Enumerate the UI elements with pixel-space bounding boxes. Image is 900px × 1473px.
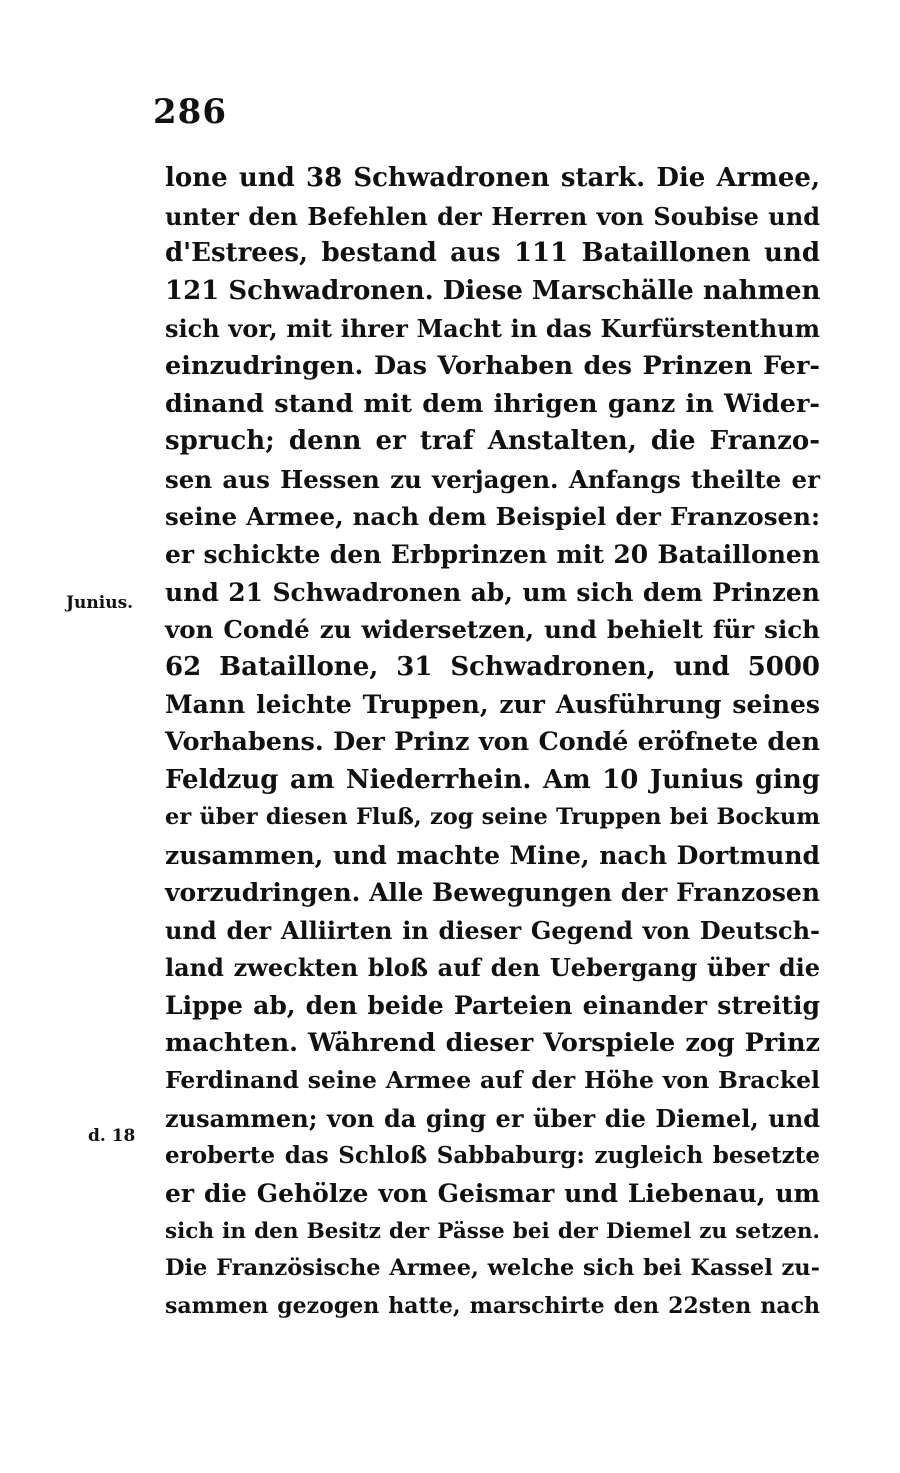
text-line: dinand stand mit dem ihrigen ganz in Wider- xyxy=(165,388,820,419)
text-line: vorzudringen. Alle Bewegungen der Franzosen xyxy=(165,878,820,908)
text-line: sen aus Hessen zu verjagen. Anfangs theilte er xyxy=(165,464,820,494)
text-line: Ferdinand seine Armee auf der Höhe von Brackel xyxy=(165,1066,820,1095)
text-line: und der Alliirten in dieser Gegend von Deutsch- xyxy=(165,915,820,945)
page-number: 286 xyxy=(153,92,227,132)
text-line: seine Armee, nach dem Beispiel der Franzosen: xyxy=(165,502,820,532)
text-line: sich in den Besitz der Pässe bei der Diemel zu setzen. xyxy=(165,1218,820,1244)
text-line: er schickte den Erbprinzen mit 20 Bataillonen xyxy=(165,539,820,569)
text-line: er die Gehölze von Geismar und Liebenau, um xyxy=(165,1179,820,1209)
text-line: lone und 38 Schwadronen stark. Die Armee, xyxy=(165,163,820,193)
text-line: Die Französische Armee, welche sich bei Kassel zu- xyxy=(165,1255,820,1282)
body-text xyxy=(165,160,820,1325)
text-line: sammen gezogen hatte, marschirte den 22sten nach xyxy=(165,1292,820,1319)
text-line: 121 Schwadronen. Diese Marschälle nahmen xyxy=(165,275,821,306)
text-line: Mann leichte Truppen, zur Ausführung seines xyxy=(165,690,820,720)
text-line: zusammen; von da ging er über die Diemel, und xyxy=(165,1103,820,1133)
text-line: machten. Während dieser Vorspiele zog Prinz xyxy=(165,1027,820,1058)
text-line: sich vor, mit ihrer Macht in das Kurfürstenthum xyxy=(165,314,820,344)
text-line: spruch; denn er traf Anstalten, die Franzo- xyxy=(165,426,820,457)
text-line: von Condé zu widersetzen, und behielt für sich xyxy=(165,615,820,645)
margin-note-junius: Junius. xyxy=(66,593,134,613)
margin-note-date: d. 18 xyxy=(88,1126,136,1146)
text-line: d'Estrees, bestand aus 111 Bataillonen und xyxy=(165,238,820,269)
text-line: Vorhabens. Der Prinz von Condé eröfnete den xyxy=(165,726,820,757)
text-line: zusammen, und machte Mine, nach Dortmund xyxy=(165,840,820,870)
text-line: Lippe ab, den beide Parteien einander streitig xyxy=(165,991,820,1021)
text-line: land zweckten bloß auf den Uebergang über die xyxy=(165,953,820,983)
text-line: eroberte das Schloß Sabbaburg: zugleich besetzte xyxy=(165,1142,820,1170)
text-line: 62 Bataillone, 31 Schwadronen, und 5000 xyxy=(165,651,820,682)
text-line: er über diesen Fluß, zog seine Truppen bei Bockum xyxy=(165,804,820,831)
text-line: unter den Befehlen der Herren von Soubise und xyxy=(165,201,820,231)
text-line: einzudringen. Das Vorhaben des Prinzen Fer- xyxy=(165,350,820,381)
text-line: und 21 Schwadronen ab, um sich dem Prinzen xyxy=(165,577,820,607)
text-line: Feldzug am Niederrhein. Am 10 Junius ging xyxy=(165,764,820,795)
